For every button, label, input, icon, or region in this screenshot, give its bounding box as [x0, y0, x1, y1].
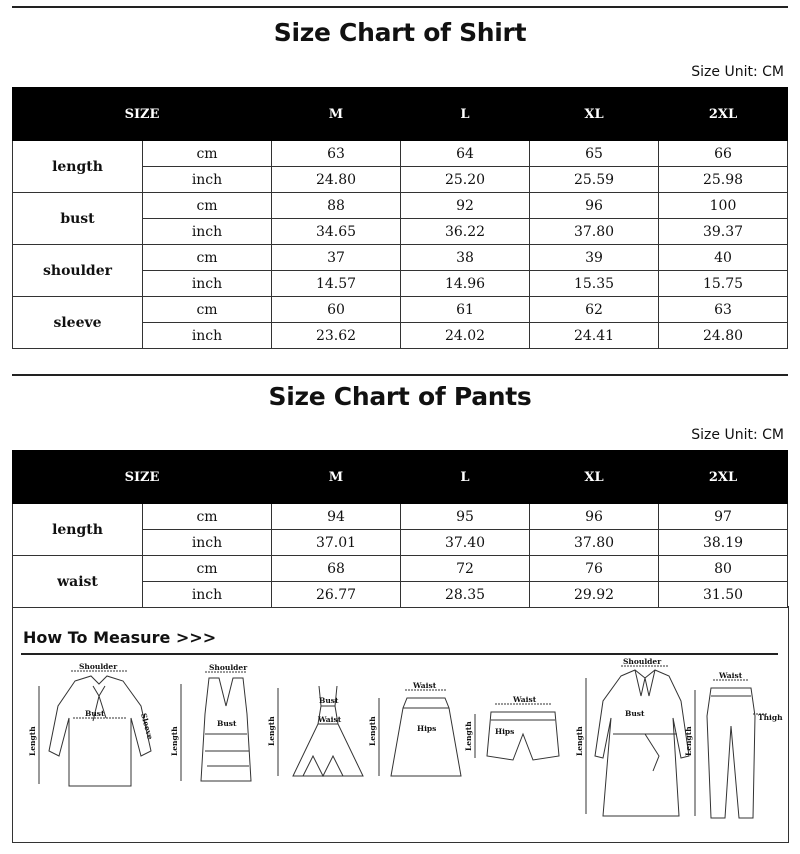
- value-cell: 64: [401, 141, 530, 167]
- pants-header-row: [13, 451, 788, 504]
- unit-cell: cm: [143, 297, 272, 323]
- unit-cell: inch: [143, 530, 272, 556]
- shirt-size-table: [12, 87, 788, 349]
- waist-label-1: Waist: [318, 715, 342, 724]
- value-cell: 34.65: [272, 219, 401, 245]
- value-cell: 24.02: [401, 323, 530, 349]
- size-xl-header: XL: [530, 88, 659, 141]
- table-row: [13, 193, 788, 219]
- table-row: [13, 297, 788, 323]
- waist-label-3: Waist: [513, 695, 537, 704]
- unit-cell: inch: [143, 271, 272, 297]
- bust-label-2: Bust: [217, 719, 237, 728]
- shoulder-label-2: Shoulder: [209, 663, 248, 672]
- pants-chart-title: Size Chart of Pants: [268, 382, 532, 411]
- shirt-chart-title: Size Chart of Shirt: [273, 18, 527, 47]
- skirt-illustration: [379, 690, 461, 776]
- bust-label-4: Bust: [625, 709, 645, 718]
- length-label-2: Length: [170, 726, 179, 756]
- bust-label-3: Bust: [319, 696, 339, 705]
- table-row: [13, 556, 788, 582]
- pants-size-table: [12, 450, 788, 608]
- blouse-illustration: [39, 671, 151, 786]
- length-label-3: Length: [267, 716, 276, 746]
- value-cell: 31.50: [659, 582, 788, 608]
- waist-label-2: Waist: [413, 681, 437, 690]
- value-cell: 76: [530, 556, 659, 582]
- value-cell: 88: [272, 193, 401, 219]
- hips-label-1: Hips: [417, 724, 437, 733]
- table-row: [13, 504, 788, 530]
- value-cell: 24.80: [272, 167, 401, 193]
- top-divider: [12, 6, 788, 8]
- value-cell: 60: [272, 297, 401, 323]
- value-cell: 37.40: [401, 530, 530, 556]
- value-cell: 15.75: [659, 271, 788, 297]
- value-cell: 80: [659, 556, 788, 582]
- value-cell: 24.41: [530, 323, 659, 349]
- unit-cell: cm: [143, 504, 272, 530]
- measurement-label: sleeve: [13, 297, 143, 349]
- size-header: SIZE: [13, 88, 272, 141]
- bust-label-1: Bust: [85, 709, 105, 718]
- value-cell: 38: [401, 245, 530, 271]
- shirt-header-row: [13, 88, 788, 141]
- shoulder-label-3: Shoulder: [623, 657, 662, 666]
- coat-illustration: [586, 666, 689, 816]
- value-cell: 37.80: [530, 219, 659, 245]
- measurement-label: waist: [13, 556, 143, 608]
- length-label-5: Length: [464, 721, 473, 751]
- size-header: SIZE: [13, 451, 272, 504]
- waist-label-4: Waist: [719, 671, 743, 680]
- value-cell: 72: [401, 556, 530, 582]
- top-illustration: [181, 672, 251, 781]
- value-cell: 96: [530, 504, 659, 530]
- length-label-4: Length: [368, 716, 377, 746]
- value-cell: 65: [530, 141, 659, 167]
- value-cell: 26.77: [272, 582, 401, 608]
- value-cell: 37: [272, 245, 401, 271]
- value-cell: 15.35: [530, 271, 659, 297]
- value-cell: 24.80: [659, 323, 788, 349]
- hips-label-2: Hips: [495, 727, 515, 736]
- value-cell: 39.37: [659, 219, 788, 245]
- pants-illustration: [695, 680, 767, 818]
- value-cell: 94: [272, 504, 401, 530]
- value-cell: 40: [659, 245, 788, 271]
- measurement-label: length: [13, 504, 143, 556]
- unit-cell: inch: [143, 167, 272, 193]
- value-cell: 25.20: [401, 167, 530, 193]
- unit-cell: cm: [143, 193, 272, 219]
- size-m-header: M: [272, 88, 401, 141]
- table-row: [13, 141, 788, 167]
- measurement-label: bust: [13, 193, 143, 245]
- value-cell: 97: [659, 504, 788, 530]
- size-2xl-header: 2XL: [659, 88, 788, 141]
- value-cell: 96: [530, 193, 659, 219]
- middle-divider: [12, 374, 788, 376]
- measurement-label: length: [13, 141, 143, 193]
- size-xl-header: XL: [530, 451, 659, 504]
- table-row: [13, 245, 788, 271]
- size-l-header: L: [401, 451, 530, 504]
- length-label-1: Length: [28, 726, 37, 756]
- value-cell: 38.19: [659, 530, 788, 556]
- value-cell: 95: [401, 504, 530, 530]
- shorts-illustration: [475, 704, 559, 760]
- value-cell: 63: [659, 297, 788, 323]
- value-cell: 63: [272, 141, 401, 167]
- value-cell: 68: [272, 556, 401, 582]
- measurement-label: shoulder: [13, 245, 143, 297]
- length-label-7: Length: [684, 726, 693, 756]
- shoulder-label-1: Shoulder: [79, 662, 118, 671]
- value-cell: 100: [659, 193, 788, 219]
- shirt-size-unit: Size Unit: CM: [691, 64, 784, 80]
- value-cell: 28.35: [401, 582, 530, 608]
- value-cell: 92: [401, 193, 530, 219]
- value-cell: 14.96: [401, 271, 530, 297]
- value-cell: 37.80: [530, 530, 659, 556]
- unit-cell: cm: [143, 141, 272, 167]
- unit-cell: inch: [143, 219, 272, 245]
- unit-cell: inch: [143, 582, 272, 608]
- size-m-header: M: [272, 451, 401, 504]
- thigh-label: Thigh: [758, 713, 783, 722]
- value-cell: 29.92: [530, 582, 659, 608]
- unit-cell: cm: [143, 245, 272, 271]
- unit-cell: cm: [143, 556, 272, 582]
- unit-cell: inch: [143, 323, 272, 349]
- value-cell: 23.62: [272, 323, 401, 349]
- value-cell: 25.59: [530, 167, 659, 193]
- value-cell: 36.22: [401, 219, 530, 245]
- value-cell: 14.57: [272, 271, 401, 297]
- value-cell: 37.01: [272, 530, 401, 556]
- how-to-measure-title: How To Measure >>>: [23, 628, 217, 647]
- value-cell: 25.98: [659, 167, 788, 193]
- measurement-illustrations: [13, 606, 788, 842]
- pants-size-unit: Size Unit: CM: [691, 427, 784, 443]
- length-label-6: Length: [575, 726, 584, 756]
- value-cell: 62: [530, 297, 659, 323]
- size-l-header: L: [401, 88, 530, 141]
- size-2xl-header: 2XL: [659, 451, 788, 504]
- sleeve-label: Sleeve: [139, 712, 155, 741]
- value-cell: 61: [401, 297, 530, 323]
- value-cell: 39: [530, 245, 659, 271]
- how-to-measure-panel: [12, 606, 789, 843]
- value-cell: 66: [659, 141, 788, 167]
